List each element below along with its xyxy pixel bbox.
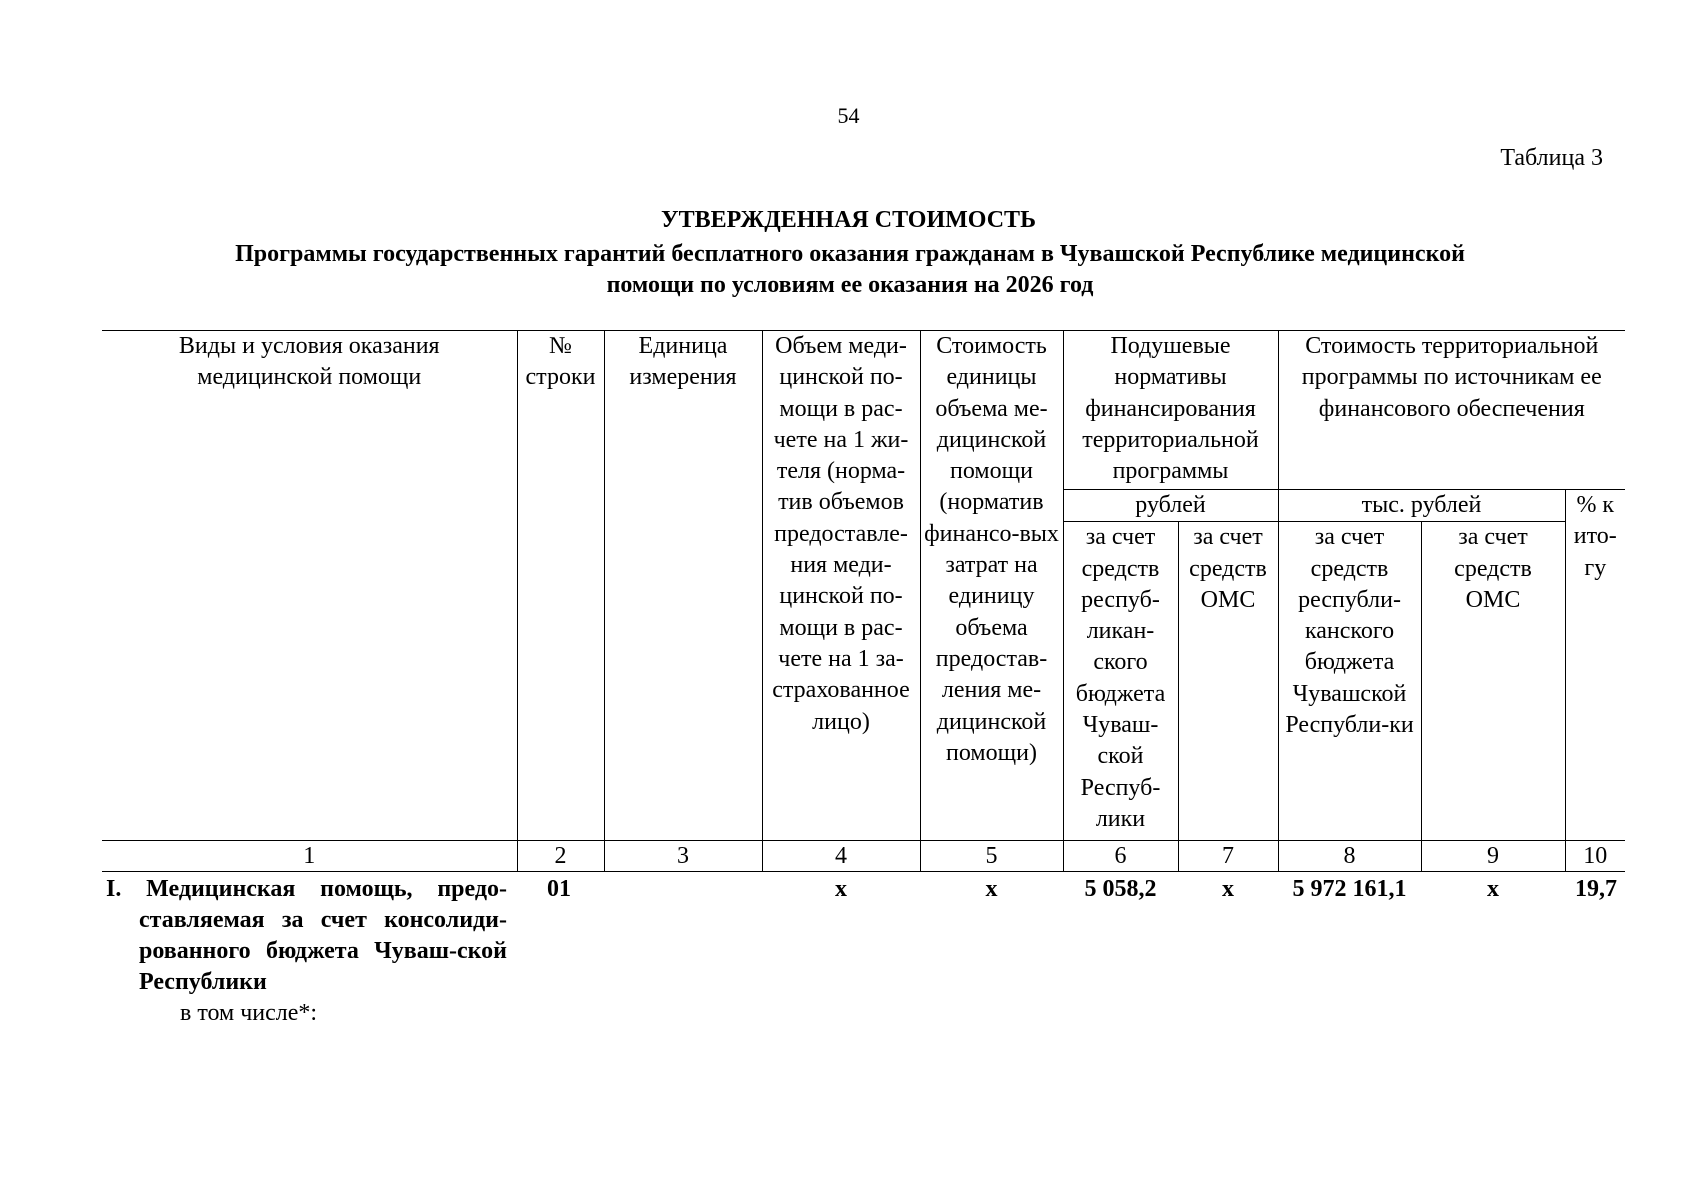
page-number: 54 <box>837 103 860 128</box>
subtitle-line-1: Программы государственных гарантий бесплатного оказания гражданам в Чувашской Республике медицинской <box>235 241 1465 267</box>
column-numbers-row <box>102 841 1625 872</box>
cost-table <box>102 330 1625 1029</box>
column-number: 10 <box>1565 841 1625 872</box>
header-row-no: № строки <box>517 331 604 841</box>
row-number: 01 <box>547 876 571 903</box>
column-number: 4 <box>762 841 920 872</box>
header-per-capita-oms: за счет средств ОМС <box>1178 522 1278 841</box>
header-percent: % к ито-гу <box>1565 490 1625 841</box>
header-unit: Единица измерения <box>604 331 762 841</box>
row-name: I. Медицинская помощь, предо-ставляемая за счет консолиди-рованного бюджета Чуваш-ской Республики <box>106 876 507 996</box>
column-number: 7 <box>1178 841 1278 872</box>
row-note: в том числе*: <box>180 1000 318 1027</box>
row-per-capita-budget: 5 058,2 <box>1084 876 1157 903</box>
header-cost-budget: за счет средств республи-канского бюджета Чувашской Республи-ки <box>1278 522 1421 841</box>
header-per-capita-budget: за счет средств респуб-ликан-ского бюджета Чуваш-ской Респуб-лики <box>1063 522 1178 841</box>
row-percent: 19,7 <box>1575 876 1618 903</box>
row-cost-oms: х <box>1487 876 1500 903</box>
document-title: УТВЕРЖДЕННАЯ СТОИМОСТЬ <box>661 207 1036 233</box>
row-per-capita-oms: х <box>1222 876 1234 903</box>
column-number: 1 <box>102 841 517 872</box>
row-cost-budget: 5 972 161,1 <box>1292 876 1407 903</box>
column-number: 3 <box>604 841 762 872</box>
header-thousand-rubles: тыс. рублей <box>1278 490 1565 522</box>
header-rubles: рублей <box>1063 490 1278 522</box>
column-number: 8 <box>1278 841 1421 872</box>
row-name-cell <box>102 872 517 1030</box>
column-number: 6 <box>1063 841 1178 872</box>
column-number: 2 <box>517 841 604 872</box>
row-unit <box>604 872 762 1030</box>
column-number: 5 <box>920 841 1063 872</box>
header-volume: Объем меди-цинской по-мощи в рас-чете на 1 жи-теля (норма-тив объемов предоставле-ния меди-цинской по-мощи в рас-чете на 1 за-страхованное лицо) <box>762 331 920 841</box>
header-unit-cost: Стоимость единицы объема ме-дицинской помощи (норматив финансо-вых затрат на единицу объема предостав-ления ме-дицинской помощи) <box>920 331 1063 841</box>
header-program-cost: Стоимость территориальной программы по источникам ее финансового обеспечения <box>1278 331 1625 490</box>
column-number: 9 <box>1421 841 1565 872</box>
header-types: Виды и условия оказания медицинской помощи <box>102 331 517 841</box>
header-cost-oms: за счет средств ОМС <box>1421 522 1565 841</box>
table-row <box>102 872 1625 1030</box>
document-subtitle <box>120 239 1580 301</box>
subtitle-line-2: помощи по условиям ее оказания на 2026 год <box>606 272 1094 298</box>
row-volume: х <box>835 876 847 903</box>
header-per-capita: Подушевые нормативы финансирования территориальной программы <box>1063 331 1278 490</box>
table-label: Таблица 3 <box>1500 145 1603 171</box>
row-unit-cost: х <box>985 876 998 903</box>
